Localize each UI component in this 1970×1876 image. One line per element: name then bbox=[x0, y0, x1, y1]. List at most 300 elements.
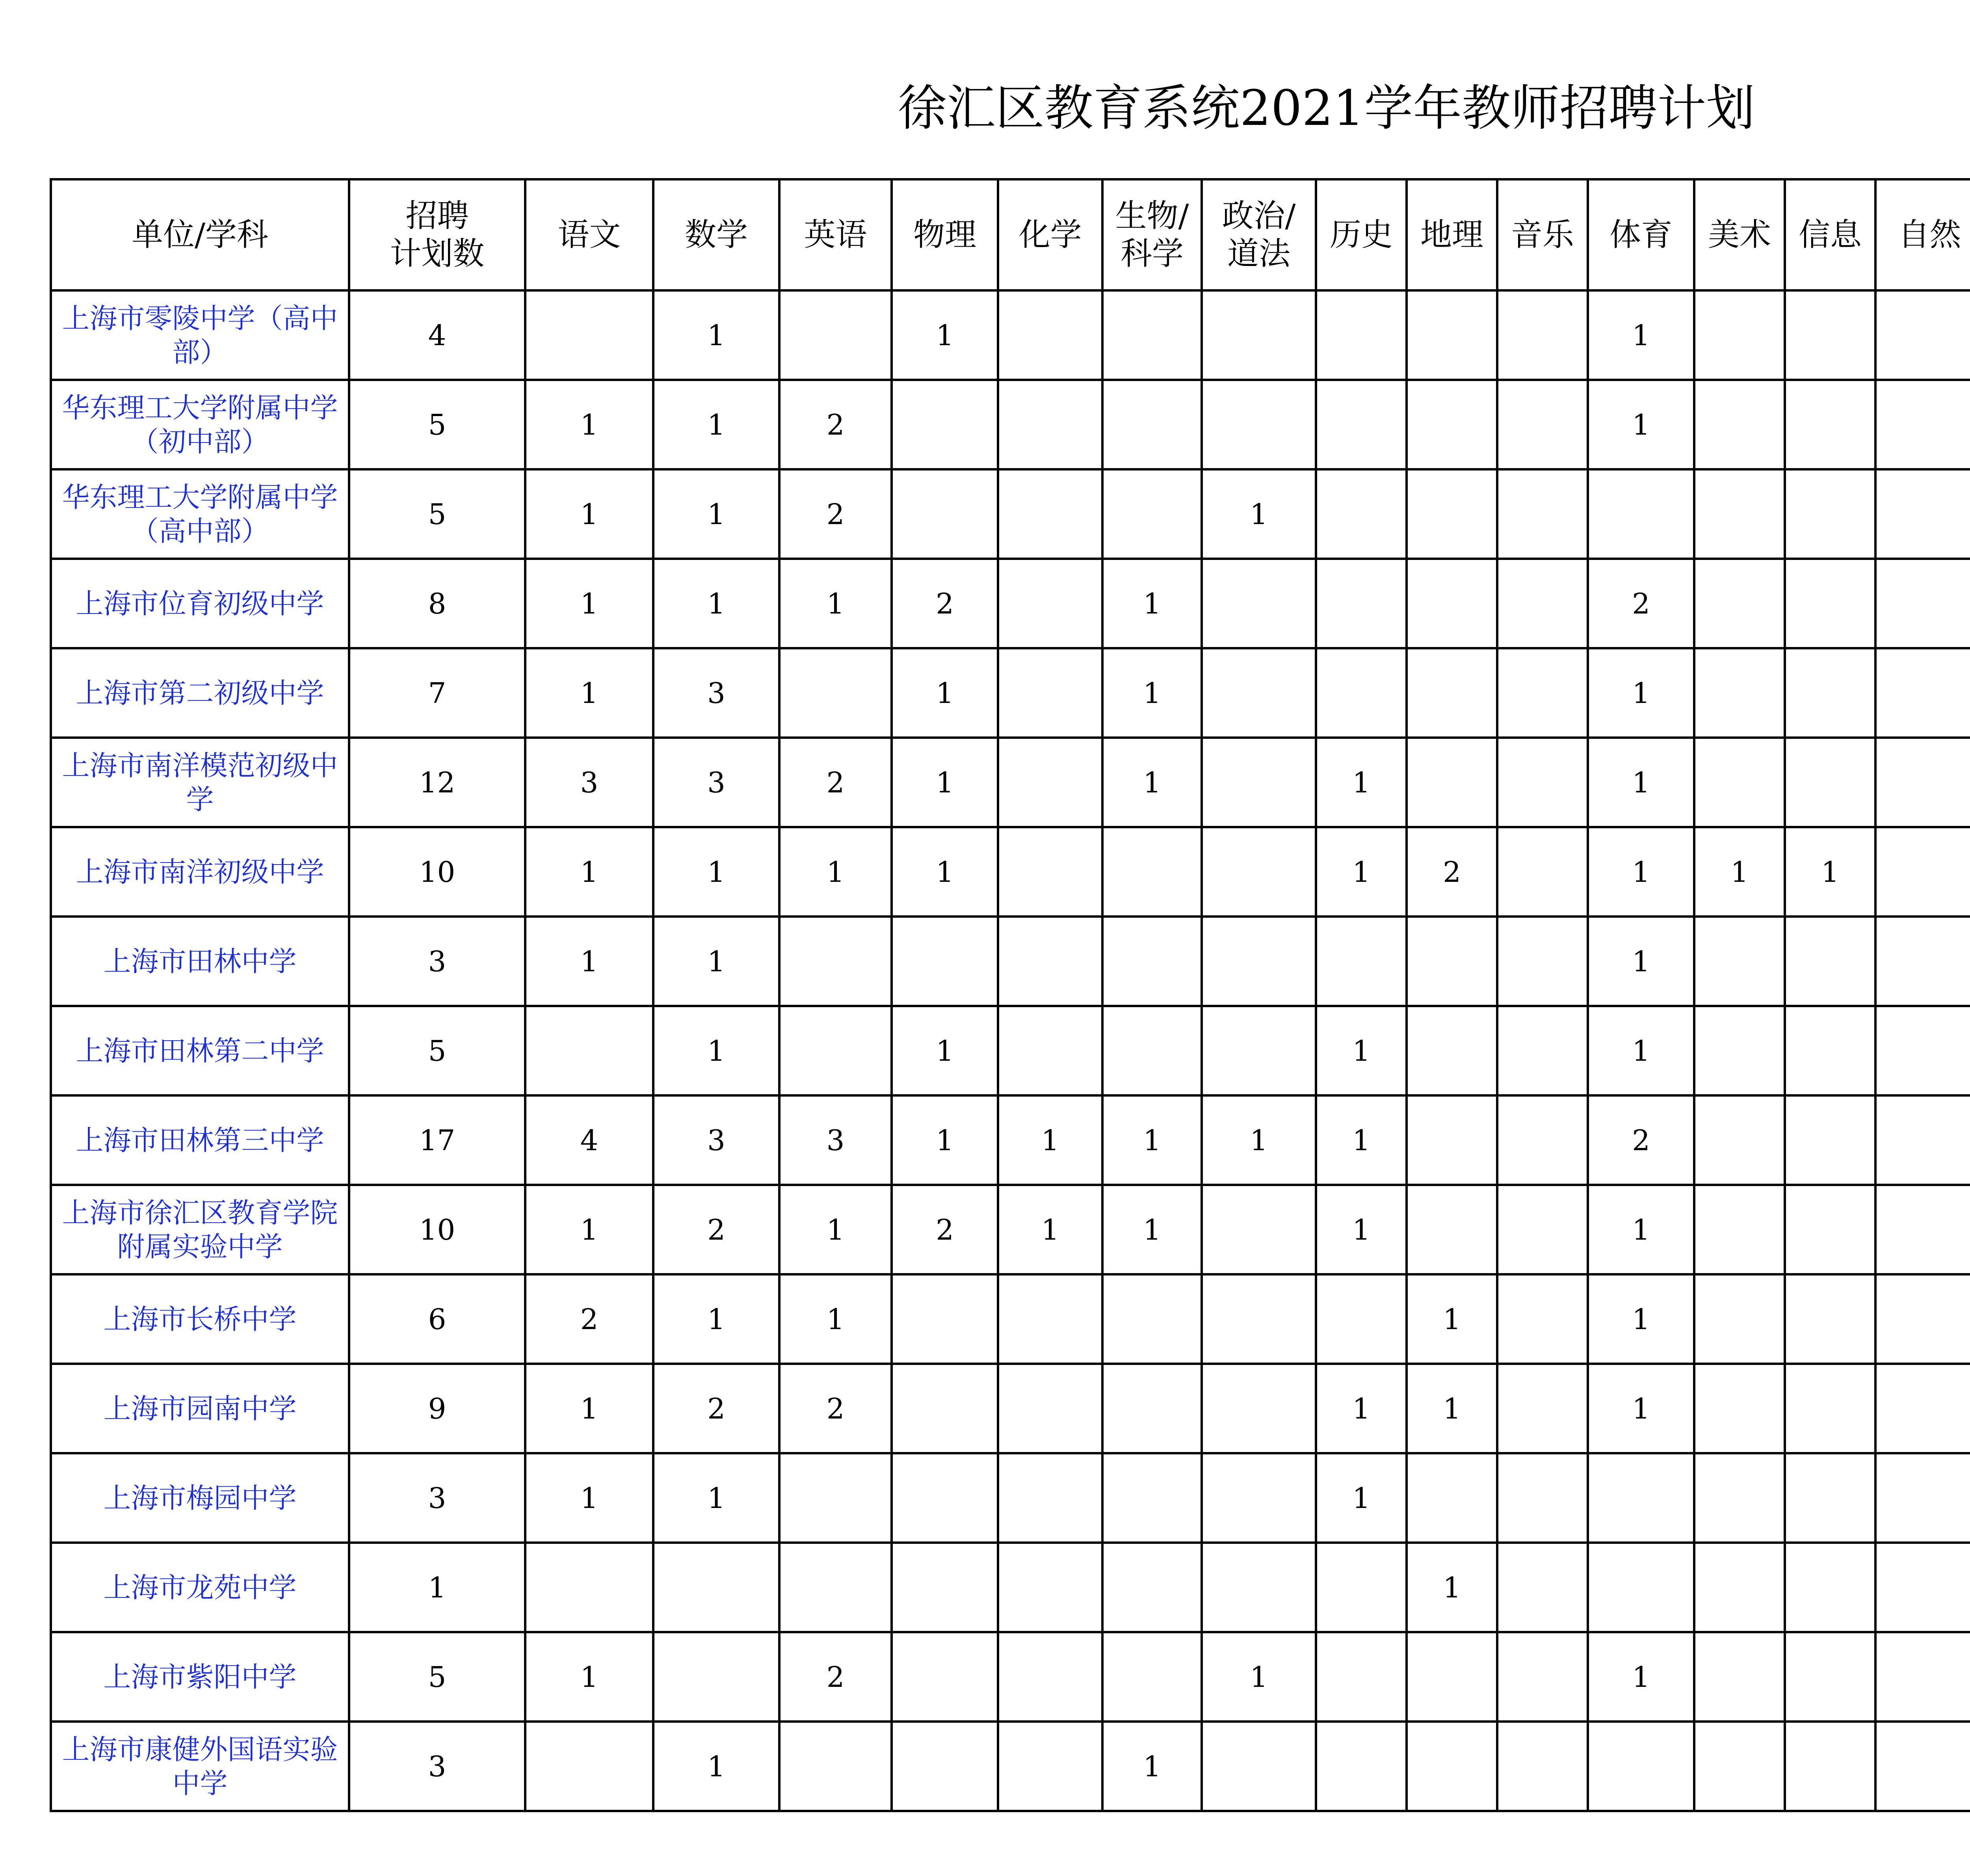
count-cell-yuwen: 1 bbox=[525, 1364, 653, 1453]
unit-name-cell bbox=[51, 1185, 349, 1274]
count-cell-yuwen bbox=[525, 1543, 653, 1632]
count-cell-dili bbox=[1407, 738, 1497, 827]
count-cell-xinxi bbox=[1785, 1095, 1875, 1185]
table-row bbox=[51, 917, 1970, 1006]
table-row bbox=[51, 469, 1970, 559]
unit-name-cell bbox=[51, 917, 349, 1006]
count-cell-xinxi: 1 bbox=[1785, 827, 1875, 917]
count-cell-yuwen: 1 bbox=[525, 827, 653, 917]
text-line: 信息 bbox=[1799, 216, 1862, 253]
count-cell-dili bbox=[1407, 648, 1497, 738]
count-cell-ziran bbox=[1875, 1632, 1970, 1722]
plan-total-cell: 5 bbox=[349, 469, 525, 559]
count-cell-lishi bbox=[1316, 1722, 1407, 1811]
count-cell-lishi: 1 bbox=[1316, 827, 1407, 917]
text-line: 上海市长桥中学 bbox=[103, 1303, 297, 1335]
count-cell-shengwu: 1 bbox=[1102, 1185, 1202, 1274]
count-cell-shengwu bbox=[1102, 290, 1202, 380]
header-yingyu bbox=[779, 179, 892, 290]
text-line: 上海市田林中学 bbox=[103, 945, 297, 978]
unit-name-cell bbox=[51, 1543, 349, 1632]
count-cell-zhengzhi bbox=[1202, 827, 1316, 917]
count-cell-yinyue bbox=[1497, 738, 1588, 827]
count-cell-zhengzhi bbox=[1202, 917, 1316, 1006]
plan-total-cell: 3 bbox=[349, 917, 525, 1006]
count-cell-tiyu: 1 bbox=[1588, 738, 1694, 827]
unit-name-cell bbox=[51, 1364, 349, 1453]
count-cell-ziran bbox=[1875, 469, 1970, 559]
count-cell-yinyue bbox=[1497, 1185, 1588, 1274]
count-cell-wuli: 2 bbox=[892, 1185, 998, 1274]
text-line: 上海市龙苑中学 bbox=[103, 1571, 297, 1604]
header-ziran bbox=[1875, 179, 1970, 290]
header-xinxi bbox=[1785, 179, 1875, 290]
count-cell-meishu bbox=[1694, 1095, 1785, 1185]
plan-total-cell: 12 bbox=[349, 738, 525, 827]
count-cell-shengwu bbox=[1102, 917, 1202, 1006]
count-cell-lishi: 1 bbox=[1316, 1453, 1407, 1543]
count-cell-yingyu: 2 bbox=[779, 380, 892, 469]
count-cell-tiyu bbox=[1588, 1722, 1694, 1811]
count-cell-yingyu bbox=[779, 1543, 892, 1632]
count-cell-yingyu bbox=[779, 290, 892, 380]
count-cell-xinxi bbox=[1785, 1364, 1875, 1453]
count-cell-zhengzhi bbox=[1202, 1006, 1316, 1095]
text-line: 上海市第二初级中学 bbox=[76, 677, 324, 709]
count-cell-yingyu bbox=[779, 1722, 892, 1811]
count-cell-zhengzhi: 1 bbox=[1202, 469, 1316, 559]
count-cell-huaxue bbox=[998, 469, 1102, 559]
plan-total-cell: 3 bbox=[349, 1453, 525, 1543]
text-line: 生物/ bbox=[1115, 197, 1189, 234]
count-cell-shuxue: 2 bbox=[653, 1364, 779, 1453]
unit-name-cell bbox=[51, 290, 349, 380]
text-line: 上海市位育初级中学 bbox=[76, 587, 324, 620]
count-cell-ziran bbox=[1875, 738, 1970, 827]
count-cell-shuxue: 3 bbox=[653, 648, 779, 738]
count-cell-ziran bbox=[1875, 290, 1970, 380]
count-cell-yinyue bbox=[1497, 1453, 1588, 1543]
count-cell-huaxue: 1 bbox=[998, 1095, 1102, 1185]
text-line: 上海市田林第二中学 bbox=[76, 1034, 324, 1067]
count-cell-wuli bbox=[892, 469, 998, 559]
unit-name-cell bbox=[51, 1453, 349, 1543]
count-cell-xinxi bbox=[1785, 1185, 1875, 1274]
count-cell-yingyu: 1 bbox=[779, 1274, 892, 1364]
count-cell-shengwu bbox=[1102, 827, 1202, 917]
table-row bbox=[51, 738, 1970, 827]
unit-name-cell bbox=[51, 827, 349, 917]
unit-name-cell bbox=[51, 380, 349, 469]
count-cell-shengwu: 1 bbox=[1102, 1722, 1202, 1811]
count-cell-yuwen: 1 bbox=[525, 648, 653, 738]
text-line: （初中部） bbox=[131, 425, 269, 458]
count-cell-shengwu: 1 bbox=[1102, 738, 1202, 827]
count-cell-meishu bbox=[1694, 1006, 1785, 1095]
count-cell-xinxi bbox=[1785, 917, 1875, 1006]
count-cell-ziran bbox=[1875, 1185, 1970, 1274]
table-row bbox=[51, 380, 1970, 469]
plan-total-cell: 10 bbox=[349, 1185, 525, 1274]
count-cell-lishi bbox=[1316, 469, 1407, 559]
count-cell-lishi bbox=[1316, 648, 1407, 738]
count-cell-xinxi bbox=[1785, 380, 1875, 469]
count-cell-zhengzhi bbox=[1202, 1185, 1316, 1274]
text-line: 学 bbox=[186, 783, 214, 816]
count-cell-meishu bbox=[1694, 469, 1785, 559]
count-cell-zhengzhi: 1 bbox=[1202, 1632, 1316, 1722]
text-line: 美术 bbox=[1708, 216, 1771, 253]
text-line: 上海市梅园中学 bbox=[103, 1482, 297, 1514]
unit-name-cell bbox=[51, 469, 349, 559]
unit-name-cell bbox=[51, 648, 349, 738]
count-cell-meishu bbox=[1694, 290, 1785, 380]
table-row bbox=[51, 1364, 1970, 1453]
count-cell-ziran bbox=[1875, 827, 1970, 917]
text-line: 地理 bbox=[1420, 216, 1483, 253]
unit-name-cell bbox=[51, 1722, 349, 1811]
plan-total-cell: 5 bbox=[349, 1632, 525, 1722]
count-cell-meishu bbox=[1694, 1364, 1785, 1453]
count-cell-xinxi bbox=[1785, 1543, 1875, 1632]
count-cell-yuwen: 1 bbox=[525, 1185, 653, 1274]
count-cell-lishi bbox=[1316, 380, 1407, 469]
count-cell-wuli bbox=[892, 1543, 998, 1632]
count-cell-huaxue bbox=[998, 1632, 1102, 1722]
count-cell-yinyue bbox=[1497, 1543, 1588, 1632]
text-line: 中学 bbox=[172, 1767, 228, 1800]
count-cell-tiyu: 1 bbox=[1588, 1185, 1694, 1274]
count-cell-dili: 1 bbox=[1407, 1274, 1497, 1364]
text-line: 上海市园南中学 bbox=[103, 1392, 297, 1425]
count-cell-tiyu bbox=[1588, 1453, 1694, 1543]
text-line: 数学 bbox=[685, 216, 748, 253]
count-cell-huaxue bbox=[998, 559, 1102, 648]
count-cell-shengwu: 1 bbox=[1102, 559, 1202, 648]
count-cell-ziran bbox=[1875, 380, 1970, 469]
text-line: 上海市南洋模范初级中 bbox=[62, 749, 338, 782]
count-cell-meishu bbox=[1694, 738, 1785, 827]
text-line: 上海市零陵中学（高中 bbox=[62, 302, 338, 335]
count-cell-tiyu: 1 bbox=[1588, 1632, 1694, 1722]
count-cell-dili bbox=[1407, 917, 1497, 1006]
header-yuwen bbox=[525, 179, 653, 290]
count-cell-xinxi bbox=[1785, 738, 1875, 827]
count-cell-zhengzhi bbox=[1202, 290, 1316, 380]
count-cell-huaxue bbox=[998, 917, 1102, 1006]
plan-total-cell: 9 bbox=[349, 1364, 525, 1453]
count-cell-yingyu: 1 bbox=[779, 559, 892, 648]
plan-total-cell: 7 bbox=[349, 648, 525, 738]
count-cell-tiyu: 1 bbox=[1588, 1006, 1694, 1095]
count-cell-ziran bbox=[1875, 1364, 1970, 1453]
count-cell-yinyue bbox=[1497, 917, 1588, 1006]
count-cell-wuli bbox=[892, 1364, 998, 1453]
count-cell-lishi: 1 bbox=[1316, 1095, 1407, 1185]
header-wuli bbox=[892, 179, 998, 290]
count-cell-huaxue bbox=[998, 1453, 1102, 1543]
count-cell-zhengzhi bbox=[1202, 1543, 1316, 1632]
plan-total-cell: 17 bbox=[349, 1095, 525, 1185]
count-cell-dili bbox=[1407, 469, 1497, 559]
count-cell-xinxi bbox=[1785, 559, 1875, 648]
count-cell-yuwen bbox=[525, 1722, 653, 1811]
count-cell-huaxue bbox=[998, 290, 1102, 380]
text-line: 华东理工大学附属中学 bbox=[62, 391, 338, 424]
count-cell-yinyue bbox=[1497, 1364, 1588, 1453]
unit-name-cell bbox=[51, 1006, 349, 1095]
table-row bbox=[51, 1006, 1970, 1095]
count-cell-ziran bbox=[1875, 1543, 1970, 1632]
table-row bbox=[51, 1543, 1970, 1632]
count-cell-ziran bbox=[1875, 1006, 1970, 1095]
count-cell-shuxue: 1 bbox=[653, 827, 779, 917]
count-cell-tiyu: 1 bbox=[1588, 290, 1694, 380]
text-line: 政治/ bbox=[1222, 197, 1296, 234]
header-row bbox=[51, 179, 1970, 290]
text-line: 自然 bbox=[1898, 216, 1961, 253]
plan-total-cell: 6 bbox=[349, 1274, 525, 1364]
count-cell-lishi bbox=[1316, 1543, 1407, 1632]
count-cell-meishu bbox=[1694, 1453, 1785, 1543]
count-cell-huaxue bbox=[998, 1543, 1102, 1632]
text-line: 体育 bbox=[1609, 216, 1673, 253]
count-cell-tiyu: 1 bbox=[1588, 827, 1694, 917]
count-cell-yingyu: 3 bbox=[779, 1095, 892, 1185]
count-cell-yingyu: 2 bbox=[779, 1632, 892, 1722]
count-cell-lishi: 1 bbox=[1316, 738, 1407, 827]
recruitment-table bbox=[50, 178, 1970, 1812]
count-cell-ziran bbox=[1875, 559, 1970, 648]
table-row bbox=[51, 1185, 1970, 1274]
text-line: 物理 bbox=[913, 216, 976, 253]
plan-total-cell: 3 bbox=[349, 1722, 525, 1811]
count-cell-wuli: 1 bbox=[892, 648, 998, 738]
table-row bbox=[51, 559, 1970, 648]
count-cell-yuwen: 2 bbox=[525, 1274, 653, 1364]
count-cell-shuxue: 2 bbox=[653, 1185, 779, 1274]
header-plan bbox=[349, 179, 525, 290]
count-cell-yingyu: 1 bbox=[779, 1185, 892, 1274]
count-cell-lishi: 1 bbox=[1316, 1006, 1407, 1095]
count-cell-xinxi bbox=[1785, 1274, 1875, 1364]
text-line: 计划数 bbox=[390, 235, 485, 272]
header-dili bbox=[1407, 179, 1497, 290]
header-zhengzhi bbox=[1202, 179, 1316, 290]
count-cell-meishu bbox=[1694, 648, 1785, 738]
count-cell-zhengzhi bbox=[1202, 1274, 1316, 1364]
count-cell-shuxue: 1 bbox=[653, 469, 779, 559]
table-row bbox=[51, 827, 1970, 917]
count-cell-dili bbox=[1407, 1722, 1497, 1811]
header-shuxue bbox=[653, 179, 779, 290]
count-cell-yinyue bbox=[1497, 1006, 1588, 1095]
count-cell-huaxue: 1 bbox=[998, 1185, 1102, 1274]
count-cell-yinyue bbox=[1497, 1274, 1588, 1364]
unit-name-cell bbox=[51, 559, 349, 648]
count-cell-shuxue: 1 bbox=[653, 1006, 779, 1095]
count-cell-yingyu: 2 bbox=[779, 738, 892, 827]
count-cell-yinyue bbox=[1497, 1632, 1588, 1722]
count-cell-shuxue: 1 bbox=[653, 1453, 779, 1543]
count-cell-shengwu bbox=[1102, 1364, 1202, 1453]
count-cell-wuli bbox=[892, 917, 998, 1006]
count-cell-dili bbox=[1407, 290, 1497, 380]
unit-name-cell bbox=[51, 1095, 349, 1185]
table-row bbox=[51, 648, 1970, 738]
count-cell-xinxi bbox=[1785, 290, 1875, 380]
count-cell-meishu bbox=[1694, 917, 1785, 1006]
count-cell-tiyu: 2 bbox=[1588, 1095, 1694, 1185]
header-meishu bbox=[1694, 179, 1785, 290]
header-lishi bbox=[1316, 179, 1407, 290]
unit-name-cell bbox=[51, 1274, 349, 1364]
count-cell-yinyue bbox=[1497, 827, 1588, 917]
count-cell-dili: 2 bbox=[1407, 827, 1497, 917]
count-cell-shengwu bbox=[1102, 1543, 1202, 1632]
count-cell-yuwen bbox=[525, 1006, 653, 1095]
text-line: 上海市徐汇区教育学院 bbox=[62, 1196, 338, 1229]
count-cell-zhengzhi bbox=[1202, 1364, 1316, 1453]
count-cell-wuli: 1 bbox=[892, 738, 998, 827]
count-cell-yingyu: 2 bbox=[779, 469, 892, 559]
plan-total-cell: 5 bbox=[349, 1006, 525, 1095]
count-cell-meishu bbox=[1694, 1632, 1785, 1722]
header-shengwu bbox=[1102, 179, 1202, 290]
count-cell-zhengzhi bbox=[1202, 738, 1316, 827]
plan-total-cell: 1 bbox=[349, 1543, 525, 1632]
text-line: 上海市康健外国语实验 bbox=[62, 1733, 338, 1766]
count-cell-dili bbox=[1407, 1632, 1497, 1722]
count-cell-meishu: 1 bbox=[1694, 827, 1785, 917]
count-cell-dili: 1 bbox=[1407, 1543, 1497, 1632]
count-cell-yuwen: 1 bbox=[525, 1453, 653, 1543]
count-cell-dili bbox=[1407, 1006, 1497, 1095]
count-cell-tiyu: 1 bbox=[1588, 648, 1694, 738]
count-cell-yinyue bbox=[1497, 1722, 1588, 1811]
count-cell-wuli: 1 bbox=[892, 290, 998, 380]
count-cell-huaxue bbox=[998, 1274, 1102, 1364]
count-cell-shengwu bbox=[1102, 380, 1202, 469]
plan-total-cell: 8 bbox=[349, 559, 525, 648]
plan-total-cell: 5 bbox=[349, 380, 525, 469]
count-cell-shengwu bbox=[1102, 1453, 1202, 1543]
count-cell-yingyu bbox=[779, 648, 892, 738]
header-huaxue bbox=[998, 179, 1102, 290]
count-cell-tiyu: 1 bbox=[1588, 1274, 1694, 1364]
count-cell-yuwen: 3 bbox=[525, 738, 653, 827]
count-cell-lishi: 1 bbox=[1316, 1364, 1407, 1453]
count-cell-huaxue bbox=[998, 1722, 1102, 1811]
count-cell-wuli bbox=[892, 1453, 998, 1543]
count-cell-yuwen: 1 bbox=[525, 1632, 653, 1722]
count-cell-xinxi bbox=[1785, 1722, 1875, 1811]
count-cell-yinyue bbox=[1497, 559, 1588, 648]
count-cell-tiyu bbox=[1588, 469, 1694, 559]
count-cell-huaxue bbox=[998, 648, 1102, 738]
count-cell-zhengzhi: 1 bbox=[1202, 1095, 1316, 1185]
count-cell-huaxue bbox=[998, 380, 1102, 469]
count-cell-wuli: 1 bbox=[892, 1095, 998, 1185]
count-cell-shuxue bbox=[653, 1632, 779, 1722]
count-cell-zhengzhi bbox=[1202, 1453, 1316, 1543]
count-cell-wuli bbox=[892, 380, 998, 469]
count-cell-yingyu bbox=[779, 1006, 892, 1095]
count-cell-ziran bbox=[1875, 1095, 1970, 1185]
count-cell-yingyu bbox=[779, 917, 892, 1006]
count-cell-yinyue bbox=[1497, 648, 1588, 738]
count-cell-yuwen: 1 bbox=[525, 917, 653, 1006]
count-cell-wuli: 1 bbox=[892, 1006, 998, 1095]
count-cell-dili: 1 bbox=[1407, 1364, 1497, 1453]
count-cell-xinxi bbox=[1785, 1006, 1875, 1095]
count-cell-lishi: 1 bbox=[1316, 1185, 1407, 1274]
text-line: 附属实验中学 bbox=[117, 1230, 283, 1263]
count-cell-yingyu bbox=[779, 1453, 892, 1543]
count-cell-yuwen: 1 bbox=[525, 559, 653, 648]
header-tiyu bbox=[1588, 179, 1694, 290]
count-cell-huaxue bbox=[998, 1006, 1102, 1095]
plan-total-cell: 10 bbox=[349, 827, 525, 917]
count-cell-yinyue bbox=[1497, 1095, 1588, 1185]
text-line: 历史 bbox=[1330, 216, 1393, 253]
count-cell-yuwen: 4 bbox=[525, 1095, 653, 1185]
count-cell-meishu bbox=[1694, 1185, 1785, 1274]
count-cell-lishi bbox=[1316, 559, 1407, 648]
count-cell-wuli: 1 bbox=[892, 827, 998, 917]
count-cell-shengwu bbox=[1102, 469, 1202, 559]
count-cell-shuxue: 1 bbox=[653, 1722, 779, 1811]
count-cell-shengwu bbox=[1102, 1632, 1202, 1722]
count-cell-lishi bbox=[1316, 1274, 1407, 1364]
count-cell-tiyu bbox=[1588, 1543, 1694, 1632]
count-cell-yingyu: 2 bbox=[779, 1364, 892, 1453]
text-line: 道法 bbox=[1227, 235, 1290, 272]
page-title: 徐汇区教育系统2021学年教师招聘计划 bbox=[898, 80, 1755, 137]
count-cell-meishu bbox=[1694, 1722, 1785, 1811]
text-line: （高中部） bbox=[131, 515, 269, 547]
count-cell-yuwen bbox=[525, 290, 653, 380]
count-cell-xinxi bbox=[1785, 648, 1875, 738]
count-cell-ziran bbox=[1875, 1453, 1970, 1543]
count-cell-zhengzhi bbox=[1202, 1722, 1316, 1811]
count-cell-dili bbox=[1407, 380, 1497, 469]
count-cell-dili bbox=[1407, 559, 1497, 648]
count-cell-dili bbox=[1407, 1095, 1497, 1185]
count-cell-shuxue: 1 bbox=[653, 1274, 779, 1364]
text-line: 部） bbox=[172, 336, 228, 368]
count-cell-lishi bbox=[1316, 290, 1407, 380]
text-line: 招聘 bbox=[405, 197, 469, 234]
text-line: 化学 bbox=[1018, 216, 1082, 253]
count-cell-shuxue bbox=[653, 1543, 779, 1632]
count-cell-yinyue bbox=[1497, 469, 1588, 559]
count-cell-shuxue: 1 bbox=[653, 290, 779, 380]
count-cell-yingyu: 1 bbox=[779, 827, 892, 917]
count-cell-yinyue bbox=[1497, 290, 1588, 380]
count-cell-shengwu bbox=[1102, 1274, 1202, 1364]
count-cell-tiyu: 1 bbox=[1588, 1364, 1694, 1453]
count-cell-shengwu bbox=[1102, 1006, 1202, 1095]
count-cell-shuxue: 3 bbox=[653, 1095, 779, 1185]
count-cell-wuli bbox=[892, 1632, 998, 1722]
table-row bbox=[51, 1632, 1970, 1722]
text-line: 上海市田林第三中学 bbox=[76, 1124, 324, 1156]
count-cell-xinxi bbox=[1785, 1632, 1875, 1722]
count-cell-ziran bbox=[1875, 917, 1970, 1006]
count-cell-lishi bbox=[1316, 917, 1407, 1006]
count-cell-shengwu: 1 bbox=[1102, 648, 1202, 738]
